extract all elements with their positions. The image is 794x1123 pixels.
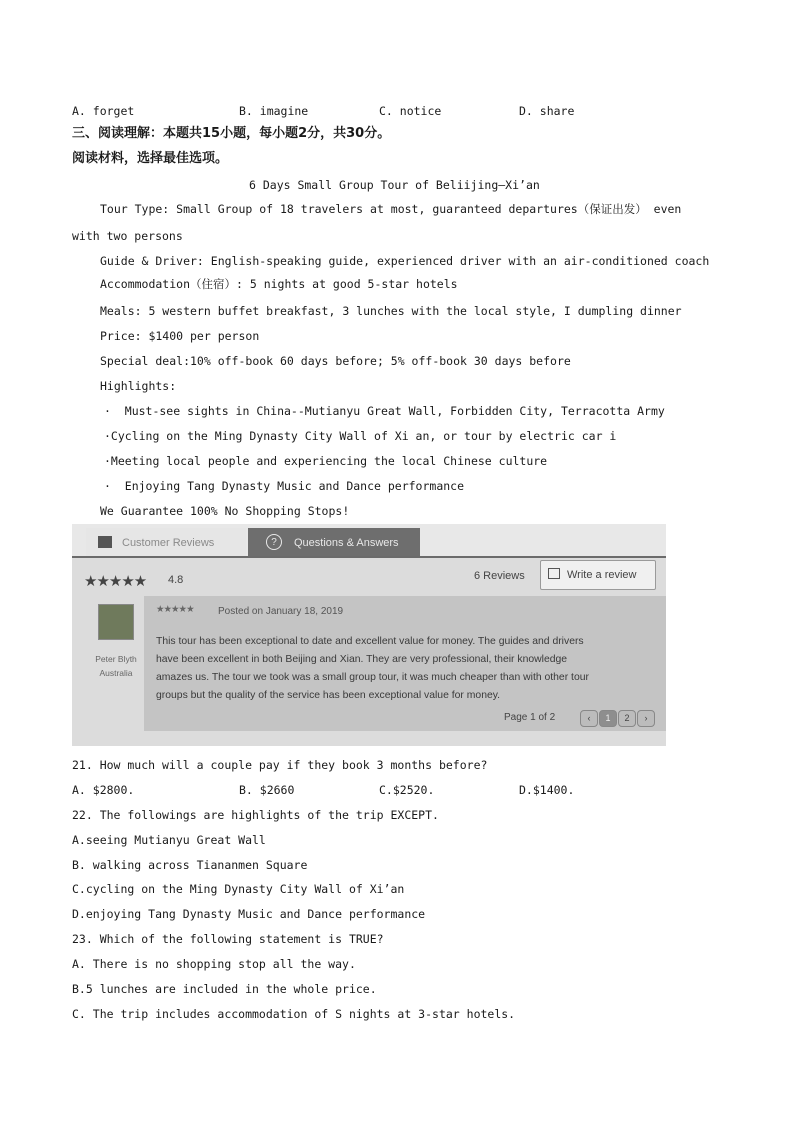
q22-option: A.seeing Mutianyu Great Wall bbox=[72, 833, 266, 847]
tab-customer-reviews-label: Customer Reviews bbox=[122, 537, 215, 549]
q21-option-b: B. $2660 bbox=[239, 783, 295, 797]
instruction: 阅读材料，选择最佳选项。 bbox=[72, 151, 229, 166]
q21-stem: 21. How much will a couple pay if they book 3 months before? bbox=[72, 758, 488, 772]
guide-driver-line: Guide & Driver: English-speaking guide, experienced driver with an air-conditioned coach bbox=[100, 254, 710, 268]
special-deal-line: Special deal:10% off-book 60 days before; 5% off-book 30 days before bbox=[100, 354, 571, 368]
highlight-item: ·Cycling on the Ming Dynasty City Wall of Xi an, or tour by electric car i bbox=[104, 429, 617, 443]
q21-option-a: A. $2800. bbox=[72, 783, 135, 797]
highlight-item: · Must-see sights in China--Mutianyu Great Wall, Forbidden City, Terracotta Army bbox=[104, 404, 665, 418]
review-star-icon: ★★★★★ bbox=[156, 604, 194, 615]
pager-page-1-button[interactable]: 1 bbox=[599, 710, 617, 727]
q23-option: C. The trip includes accommodation of S nights at 3-star hotels. bbox=[72, 1007, 516, 1021]
q20-option-c: C. notice bbox=[379, 104, 442, 118]
price-line: Price: $1400 per person bbox=[100, 329, 260, 343]
tour-type-line-1: Tour Type: Small Group of 18 travelers at most, guaranteed departures（保证出发） even bbox=[100, 202, 682, 216]
tab-questions-answers[interactable] bbox=[248, 528, 420, 556]
write-review-button[interactable] bbox=[540, 560, 656, 590]
review-text-line: amazes us. The tour we took was a small group tour, it was much cheaper than with other tour bbox=[156, 672, 589, 683]
guarantee-line: We Guarantee 100% No Shopping Stops! bbox=[100, 504, 350, 518]
review-text-line: This tour has been exceptional to date and excellent value for money. The guides and drivers bbox=[156, 636, 584, 647]
review-author bbox=[86, 652, 146, 680]
review-text-line: have been excellent in both Beijing and Xian. They are very professional, their knowledge bbox=[156, 654, 568, 665]
review-count: 6 Reviews bbox=[474, 570, 525, 582]
pager-page-2-button[interactable]: 2 bbox=[618, 710, 636, 727]
highlights-label: Highlights: bbox=[100, 379, 177, 393]
q21-option-d: D.$1400. bbox=[519, 783, 575, 797]
pager-prev-button[interactable]: ‹ bbox=[580, 710, 598, 727]
q20-option-b: B. imagine bbox=[239, 104, 309, 118]
review-author-country: Australia bbox=[99, 668, 133, 678]
pencil-icon bbox=[548, 568, 560, 579]
tab-customer-reviews[interactable] bbox=[86, 528, 246, 556]
q23-option: A. There is no shopping stop all the way. bbox=[72, 957, 356, 971]
customer-reviews-widget bbox=[72, 524, 666, 746]
q21-option-c: C.$2520. bbox=[379, 783, 435, 797]
avatar bbox=[98, 604, 134, 640]
passage-title: 6 Days Small Group Tour of Beliijing—Xi’an bbox=[249, 178, 540, 192]
question-icon: ? bbox=[266, 534, 282, 550]
review-posted-date: Posted on January 18, 2019 bbox=[218, 606, 344, 617]
q20-option-a: A. forget bbox=[72, 104, 135, 118]
pagination-text: Page 1 of 2 bbox=[504, 712, 556, 723]
reviews-tab-bar bbox=[72, 524, 666, 558]
q22-option: B. walking across Tiananmen Square bbox=[72, 858, 308, 872]
review-text-line: groups but the quality of the service has been exceptional value for money. bbox=[156, 690, 501, 701]
meals-line: Meals: 5 western buffet breakfast, 3 lunches with the local style, I dumpling dinner bbox=[100, 304, 682, 318]
accommodation-line: Accommodation（住宿）: 5 nights at good 5-star hotels bbox=[100, 277, 458, 291]
q22-option: C.cycling on the Ming Dynasty City Wall of Xi’an bbox=[72, 882, 405, 896]
book-icon bbox=[98, 536, 112, 548]
overall-star-icon: ★★★★★ bbox=[84, 573, 147, 590]
q23-option: B.5 lunches are included in the whole price. bbox=[72, 982, 377, 996]
pager-next-button[interactable]: › bbox=[637, 710, 655, 727]
q20-option-d: D. share bbox=[519, 104, 575, 118]
highlight-item: · Enjoying Tang Dynasty Music and Dance performance bbox=[104, 479, 465, 493]
highlight-item: ·Meeting local people and experiencing the local Chinese culture bbox=[104, 454, 548, 468]
write-review-label: Write a review bbox=[567, 569, 637, 581]
overall-rating: 4.8 bbox=[168, 574, 184, 586]
q22-option: D.enjoying Tang Dynasty Music and Dance performance bbox=[72, 907, 426, 921]
review-author-name: Peter Blyth bbox=[95, 654, 137, 664]
section-header: 三、阅读理解：本题共15小题，每小题2分，共30分。 bbox=[72, 126, 391, 141]
tab-questions-answers-label: Questions & Answers bbox=[294, 537, 399, 549]
q22-stem: 22. The followings are highlights of the trip EXCEPT. bbox=[72, 808, 439, 822]
q23-stem: 23. Which of the following statement is TRUE? bbox=[72, 932, 384, 946]
tour-type-line-2: with two persons bbox=[72, 229, 183, 243]
